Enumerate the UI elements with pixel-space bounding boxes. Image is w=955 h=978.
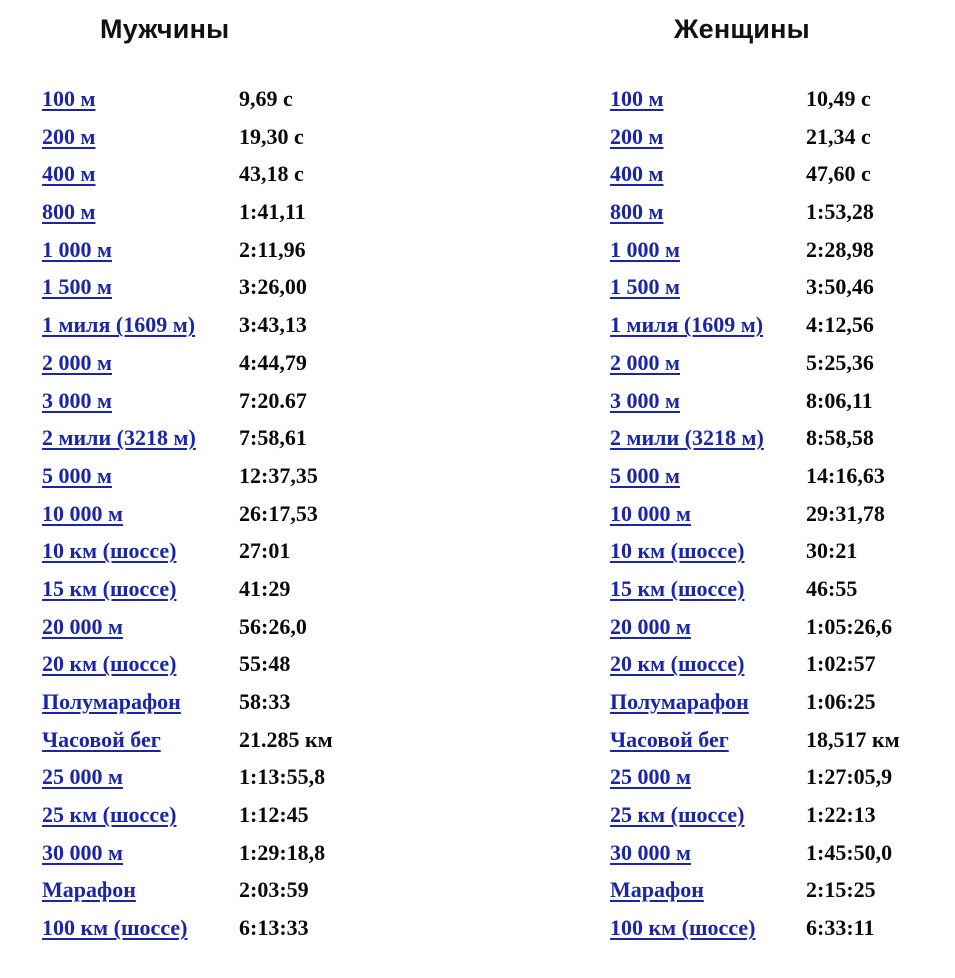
event-link[interactable]: 3 000 м	[42, 387, 112, 413]
record-time: 18,517 км	[806, 726, 900, 752]
event-link[interactable]: 10 км (шоссе)	[610, 538, 745, 564]
event-link[interactable]: Часовой бег	[610, 726, 729, 752]
record-time: 1:29:18,8	[239, 839, 326, 865]
event-link[interactable]: 15 км (шоссе)	[610, 575, 745, 601]
women-column-title: Женщины	[674, 14, 810, 44]
event-link[interactable]: 10 км (шоссе)	[42, 538, 177, 564]
record-time: 1:41,11	[239, 199, 306, 225]
event-link[interactable]: 2 000 м	[610, 349, 680, 375]
record-time: 6:13:33	[239, 915, 309, 941]
record-time: 1:05:26,6	[806, 613, 893, 639]
record-time: 56:26,0	[239, 613, 307, 639]
record-time: 7:58,61	[239, 425, 307, 451]
event-link[interactable]: 2 000 м	[42, 349, 112, 375]
event-link[interactable]: 10 000 м	[42, 500, 123, 526]
record-time: 4:44,79	[239, 349, 307, 375]
record-time: 1:27:05,9	[806, 764, 893, 790]
event-link[interactable]: 1 миля (1609 м)	[610, 312, 764, 338]
record-time: 58:33	[239, 689, 291, 714]
record-time: 3:26,00	[239, 274, 307, 300]
event-link[interactable]: 5 000 м	[610, 462, 680, 488]
event-link[interactable]: 100 км (шоссе)	[42, 915, 188, 941]
event-link[interactable]: Марафон	[610, 877, 704, 903]
record-time: 19,30 с	[239, 123, 304, 149]
record-time: 14:16,63	[806, 462, 885, 488]
record-time: 5:25,36	[806, 349, 874, 375]
event-link[interactable]: 200 м	[42, 123, 96, 149]
men-column-title: Мужчины	[100, 14, 230, 44]
record-time: 12:37,35	[239, 462, 318, 488]
event-link[interactable]: 25 000 м	[610, 764, 691, 790]
event-link[interactable]: 100 км (шоссе)	[610, 915, 756, 941]
record-time: 9,69 с	[239, 86, 293, 111]
event-link[interactable]: Полумарафон	[610, 689, 749, 714]
event-link[interactable]: 800 м	[610, 199, 664, 225]
event-link[interactable]: 1 миля (1609 м)	[42, 312, 196, 338]
event-link[interactable]: 10 000 м	[610, 500, 691, 526]
record-time: 30:21	[806, 538, 858, 564]
event-link[interactable]: 1 000 м	[42, 236, 112, 262]
event-link[interactable]: 400 м	[42, 161, 96, 187]
record-time: 3:50,46	[806, 274, 874, 300]
record-time: 1:13:55,8	[239, 764, 326, 790]
event-link[interactable]: 2 мили (3218 м)	[42, 425, 196, 451]
record-time: 8:58,58	[806, 425, 874, 451]
event-link[interactable]: 25 км (шоссе)	[42, 802, 177, 828]
event-link[interactable]: 2 мили (3218 м)	[610, 425, 764, 451]
record-time: 1:12:45	[239, 802, 309, 828]
event-link[interactable]: 20 000 м	[42, 613, 123, 639]
event-link[interactable]: Полумарафон	[42, 689, 181, 714]
record-time: 8:06,11	[806, 387, 873, 413]
record-time: 7:20.67	[239, 387, 307, 413]
record-time: 1:22:13	[806, 802, 876, 828]
event-link[interactable]: 800 м	[42, 199, 96, 225]
record-time: 46:55	[806, 575, 858, 601]
record-time: 10,49 с	[806, 86, 871, 111]
record-time: 1:02:57	[806, 651, 876, 677]
event-link[interactable]: 400 м	[610, 161, 664, 187]
record-time: 26:17,53	[239, 500, 318, 526]
record-time: 2:15:25	[806, 877, 876, 903]
event-link[interactable]: 20 км (шоссе)	[610, 651, 745, 677]
event-link[interactable]: 1 500 м	[610, 274, 680, 300]
record-time: 1:45:50,0	[806, 839, 893, 865]
record-time: 1:53,28	[806, 199, 874, 225]
event-link[interactable]: 100 м	[42, 86, 96, 111]
record-time: 21.285 км	[239, 726, 333, 752]
record-time: 47,60 с	[806, 161, 871, 187]
record-time: 43,18 с	[239, 161, 304, 187]
event-link[interactable]: 15 км (шоссе)	[42, 575, 177, 601]
event-link[interactable]: 100 м	[610, 86, 664, 111]
event-link[interactable]: Часовой бег	[42, 726, 161, 752]
record-time: 6:33:11	[806, 915, 875, 941]
record-time: 1:06:25	[806, 689, 876, 714]
event-link[interactable]: 1 500 м	[42, 274, 112, 300]
record-time: 41:29	[239, 575, 291, 601]
event-link[interactable]: 25 км (шоссе)	[610, 802, 745, 828]
record-time: 55:48	[239, 651, 291, 677]
event-link[interactable]: 25 000 м	[42, 764, 123, 790]
event-link[interactable]: 3 000 м	[610, 387, 680, 413]
record-time: 2:28,98	[806, 236, 874, 262]
record-time: 3:43,13	[239, 312, 307, 338]
event-link[interactable]: 30 000 м	[42, 839, 123, 865]
event-link[interactable]: Марафон	[42, 877, 136, 903]
record-time: 2:03:59	[239, 877, 309, 903]
record-time: 27:01	[239, 538, 291, 564]
event-link[interactable]: 1 000 м	[610, 236, 680, 262]
record-time: 4:12,56	[806, 312, 874, 338]
event-link[interactable]: 20 000 м	[610, 613, 691, 639]
record-time: 21,34 с	[806, 123, 871, 149]
event-link[interactable]: 30 000 м	[610, 839, 691, 865]
event-link[interactable]: 5 000 м	[42, 462, 112, 488]
record-time: 2:11,96	[239, 236, 306, 262]
event-link[interactable]: 200 м	[610, 123, 664, 149]
event-link[interactable]: 20 км (шоссе)	[42, 651, 177, 677]
record-time: 29:31,78	[806, 500, 885, 526]
